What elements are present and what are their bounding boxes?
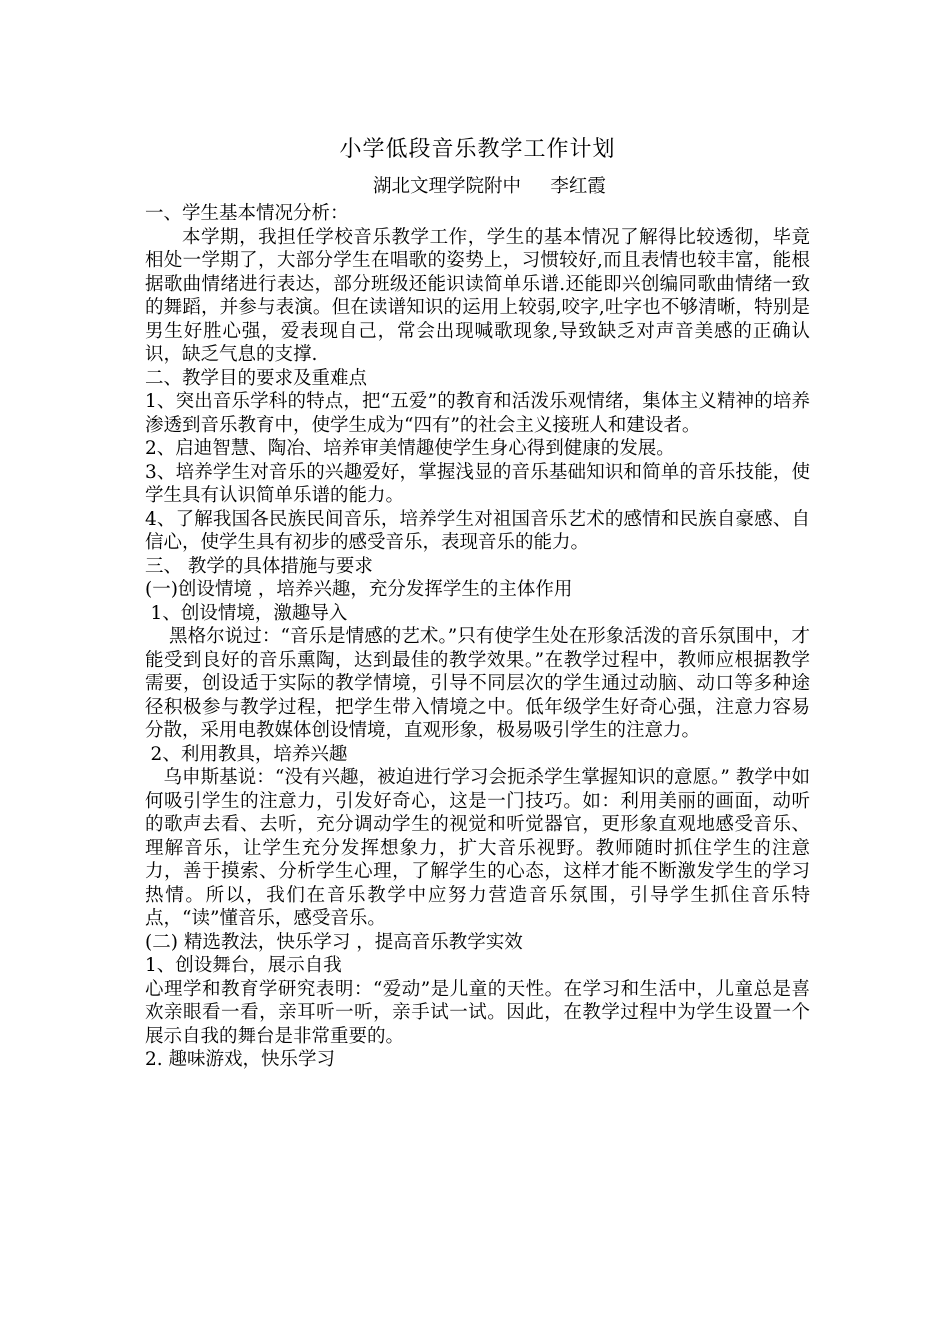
- subsection-heading: (一)创设情境 ，培养兴趣，充分发挥学生的主体作用: [145, 579, 573, 600]
- document-page: [145, 128, 810, 1072]
- sub-item-heading: 1、创设舞台，展示自我: [145, 955, 342, 976]
- section-heading: 一、学生基本情况分析：: [145, 203, 349, 224]
- body-paragraph: 乌申斯基说：“没有兴趣，被迫进行学习会扼杀学生掌握知识的意愿。” 教学中如何吸引学生的注意力，引发好奇心，这是一门技巧。如：利用美丽的画面，动听的歌声去看、去听，充分调动学生的视觉和听觉器官，更形象直观地感受音乐、理解音乐，让学生充分发挥想象力，扩大音乐视野。教师随时抓住学生的注意力，善于摸索、分析学生心理，了解学生的心态，这样才能不断激发学生的学习热情。所以，我们在音乐教学中应努力营造音乐氛围，引导学生抓住音乐特点，“读”懂音乐，感受音乐。: [145, 767, 810, 929]
- subsection-heading: (二) 精选教法，快乐学习 ，提高音乐教学实效: [145, 931, 523, 953]
- sub-item-heading: 2. 趣味游戏，快乐学习: [145, 1049, 336, 1070]
- body-paragraph: 黑格尔说过：“音乐是情感的艺术。”只有使学生处在形象活泼的音乐氛围中，才能受到良好的音乐熏陶，达到最佳的教学效果。”在教学过程中，教师应根据教学需要，创设适于实际的教学情境，引导不同层次的学生通过动脑、动口等多种途径积极参与教学过程，把学生带入情境之中。低年级学生好奇心强，注意力容易分散，采用电教媒体创设情境，直观形象，极易吸引学生的注意力。: [145, 626, 810, 741]
- document-title: 小学低段音乐教学工作计划: [339, 137, 616, 162]
- section-heading: 三、 教学的具体措施与要求: [145, 555, 373, 577]
- list-item: 3、培养学生对音乐的兴趣爱好，掌握浅显的音乐基础知识和简单的音乐技能，使学生具有认识简单乐谱的能力。: [145, 461, 810, 506]
- author-line: 湖北文理学院附中 李红霞: [373, 176, 606, 197]
- list-item: 4、了解我国各民族民间音乐，培养学生对祖国音乐艺术的感情和民族自豪感、自信心，使学生具有初步的感受音乐，表现音乐的能力。: [145, 508, 810, 553]
- list-item: 2、启迪智慧、陶冶、培养审美情趣使学生身心得到健康的发展。: [145, 438, 675, 459]
- sub-item-heading: 1、创设情境，激趣导入: [150, 602, 348, 624]
- body-paragraph: 本学期，我担任学校音乐教学工作，学生的基本情况了解得比较透彻，毕竟相处一学期了，大部分学生在唱歌的姿势上，习惯较好,而且表情也较丰富，能根据歌曲情绪进行表达，部分班级还能识读简单乐谱.还能即兴创编同歌曲情绪一致的舞蹈，并参与表演。但在读谱知识的运用上较弱,咬字,吐字也不够清晰，特别是男生好胜心强，爱表现自己，常会出现喊歌现象,导致缺乏对声音美感的正确认识，缺乏气息的支撑.: [145, 226, 810, 365]
- list-item: 1、突出音乐学科的特点，把“五爱”的教育和活泼乐观情绪，集体主义精神的培养渗透到音乐教育中，使学生成为“四有”的社会主义接班人和建设者。: [145, 391, 810, 436]
- sub-item-heading: 2、利用教具，培养兴趣: [150, 743, 348, 765]
- section-heading: 二、教学目的要求及重难点: [145, 367, 368, 389]
- body-paragraph: 心理学和教育学研究表明：“爱动”是儿童的天性。在学习和生活中，儿童总是喜欢亲眼看一看，亲耳听一听，亲手试一试。因此，在教学过程中为学生设置一个展示自我的舞台是非常重要的。: [145, 978, 810, 1047]
